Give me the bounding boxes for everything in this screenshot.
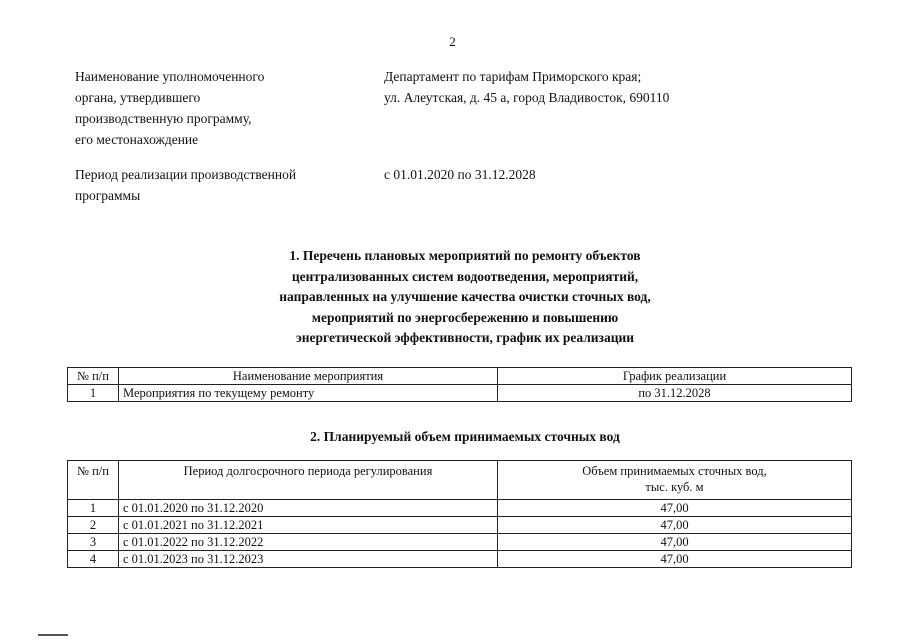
table-row [68, 500, 852, 517]
col-period-header: Период долгосрочного периода регулирования [119, 461, 498, 500]
authority-label-line: производственную программу, [75, 111, 252, 126]
period-label-line: Период реализации производственной [75, 167, 297, 182]
col-number-header: № п/п [68, 368, 119, 385]
period-cell: с 01.01.2022 по 31.12.2022 [119, 534, 498, 551]
row-number: 4 [68, 551, 119, 568]
col-volume-unit: тыс. куб. м [645, 480, 704, 494]
section2-title: 2. Планируемый объем принимаемых сточных вод [310, 429, 620, 444]
col-schedule-header: График реализации [498, 368, 852, 385]
row-number: 1 [68, 385, 119, 402]
period-cell: с 01.01.2021 по 31.12.2021 [119, 517, 498, 534]
authority-value-line: Департамент по тарифам Приморского края; [384, 69, 642, 84]
row-number: 1 [68, 500, 119, 517]
period-label-line: программы [75, 188, 141, 203]
table-row [68, 551, 852, 568]
measures-table [67, 367, 852, 402]
row-number: 2 [68, 517, 119, 534]
table-header-row [68, 461, 852, 500]
section1-title-line: мероприятий по энергосбережению и повышению [311, 309, 619, 325]
section1-title-line: централизованных систем водоотведения, мероприятий, [291, 268, 639, 284]
section1-title-line: направленных на улучшение качества очистки сточных вод, [279, 289, 651, 304]
table-row [68, 517, 852, 534]
col-measure-header: Наименование мероприятия [119, 368, 498, 385]
schedule-value: по 31.12.2028 [498, 385, 852, 402]
section1-title-line: энергетической эффективности, график их реализации [295, 330, 635, 345]
volume-cell: 47,00 [498, 534, 852, 551]
period-cell: с 01.01.2023 по 31.12.2023 [119, 551, 498, 568]
col-volume-header [498, 461, 852, 500]
volume-table [67, 460, 852, 568]
col-volume-header-line: Объем принимаемых сточных вод, [582, 464, 767, 478]
section1-title-line: 1. Перечень плановых мероприятий по ремонту объектов [289, 248, 641, 263]
authority-label-line: органа, утвердившего [75, 90, 201, 105]
period-cell: с 01.01.2020 по 31.12.2020 [119, 500, 498, 517]
table-row [68, 385, 852, 402]
table-row [68, 534, 852, 551]
scan-artifact-mark [38, 634, 68, 636]
authority-value [384, 66, 864, 108]
row-number: 3 [68, 534, 119, 551]
authority-label-line: Наименование уполномоченного [75, 69, 265, 84]
volume-cell: 47,00 [498, 500, 852, 517]
col-number-header: № п/п [68, 461, 119, 500]
authority-label-line: его местонахождение [75, 132, 199, 147]
volume-cell: 47,00 [498, 517, 852, 534]
period-label [75, 164, 365, 206]
authority-value-line: ул. Алеутская, д. 45 а, город Владивосток, 690110 [384, 90, 670, 105]
volume-cell: 47,00 [498, 551, 852, 568]
period-value: с 01.01.2020 по 31.12.2028 [384, 167, 536, 182]
measure-name: Мероприятия по текущему ремонту [119, 385, 498, 402]
section1-title [200, 246, 730, 349]
page-number: 2 [449, 34, 456, 49]
table-header-row [68, 368, 852, 385]
authority-label [75, 66, 365, 150]
